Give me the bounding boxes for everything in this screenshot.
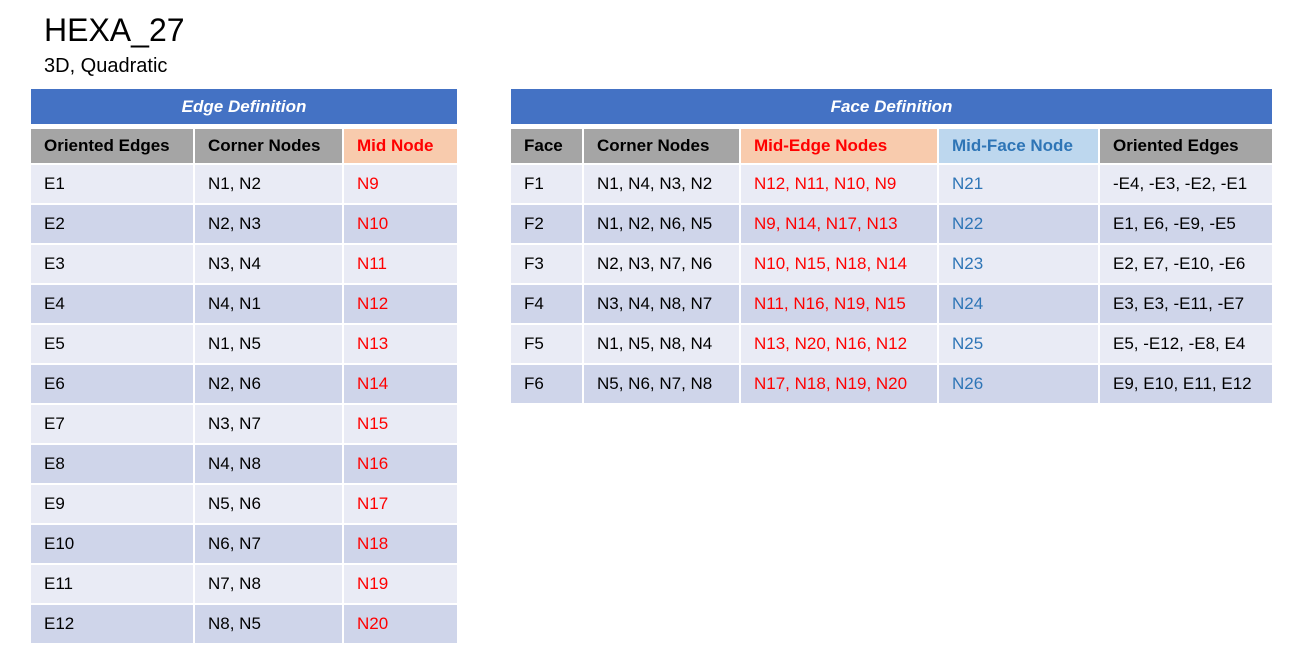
face-cell-mid-face-node: N21: [937, 163, 1098, 203]
edge-cell-corner-nodes: N7, N8: [193, 563, 342, 603]
table-row: [31, 403, 457, 443]
edge-cell-corner-nodes: N2, N3: [193, 203, 342, 243]
face-cell-corner-nodes: N2, N3, N7, N6: [582, 243, 739, 283]
face-header-face: Face: [511, 129, 582, 163]
face-cell-corner-nodes: N1, N5, N8, N4: [582, 323, 739, 363]
edge-cell-mid-node: N16: [342, 443, 457, 483]
face-header-corner-nodes: Corner Nodes: [582, 129, 739, 163]
face-cell-oriented-edges: E9, E10, E11, E12: [1098, 363, 1272, 403]
table-row: [31, 203, 457, 243]
face-header-mid-face-node: Mid-Face Node: [937, 129, 1098, 163]
edge-header-mid-node: Mid Node: [342, 129, 457, 163]
table-row: [31, 483, 457, 523]
edge-cell-mid-node: N11: [342, 243, 457, 283]
edge-cell-oriented-edge: E4: [31, 283, 193, 323]
edge-header-corner-nodes: Corner Nodes: [193, 129, 342, 163]
table-row: [511, 243, 1272, 283]
edge-cell-corner-nodes: N3, N7: [193, 403, 342, 443]
table-row: [31, 243, 457, 283]
edge-cell-mid-node: N15: [342, 403, 457, 443]
table-row: [511, 283, 1272, 323]
face-cell-mid-edge-nodes: N17, N18, N19, N20: [739, 363, 937, 403]
edge-cell-mid-node: N19: [342, 563, 457, 603]
face-cell-face: F3: [511, 243, 582, 283]
face-cell-mid-face-node: N23: [937, 243, 1098, 283]
face-cell-mid-edge-nodes: N12, N11, N10, N9: [739, 163, 937, 203]
table-row: [31, 283, 457, 323]
face-cell-mid-edge-nodes: N11, N16, N19, N15: [739, 283, 937, 323]
edge-cell-corner-nodes: N2, N6: [193, 363, 342, 403]
face-header-oriented-edges: Oriented Edges: [1098, 129, 1272, 163]
edge-cell-corner-nodes: N5, N6: [193, 483, 342, 523]
face-header-mid-edge-nodes: Mid-Edge Nodes: [739, 129, 937, 163]
edge-cell-corner-nodes: N4, N1: [193, 283, 342, 323]
table-row: [31, 363, 457, 403]
table-row: [31, 603, 457, 643]
face-cell-mid-face-node: N25: [937, 323, 1098, 363]
edge-cell-oriented-edge: E7: [31, 403, 193, 443]
face-cell-mid-edge-nodes: N10, N15, N18, N14: [739, 243, 937, 283]
table-row: [511, 323, 1272, 363]
edge-cell-oriented-edge: E1: [31, 163, 193, 203]
edge-cell-corner-nodes: N1, N5: [193, 323, 342, 363]
edge-cell-mid-node: N18: [342, 523, 457, 563]
edge-cell-oriented-edge: E10: [31, 523, 193, 563]
face-cell-corner-nodes: N1, N4, N3, N2: [582, 163, 739, 203]
edge-header-oriented-edges: Oriented Edges: [31, 129, 193, 163]
edge-cell-oriented-edge: E3: [31, 243, 193, 283]
face-definition-table: [511, 89, 1272, 403]
face-cell-corner-nodes: N1, N2, N6, N5: [582, 203, 739, 243]
face-cell-face: F4: [511, 283, 582, 323]
face-cell-mid-edge-nodes: N13, N20, N16, N12: [739, 323, 937, 363]
edge-cell-mid-node: N14: [342, 363, 457, 403]
face-cell-oriented-edges: E3, E3, -E11, -E7: [1098, 283, 1272, 323]
face-cell-corner-nodes: N3, N4, N8, N7: [582, 283, 739, 323]
table-row: [511, 363, 1272, 403]
edge-cell-oriented-edge: E2: [31, 203, 193, 243]
face-cell-oriented-edges: -E4, -E3, -E2, -E1: [1098, 163, 1272, 203]
table-row: [31, 163, 457, 203]
edge-cell-mid-node: N17: [342, 483, 457, 523]
face-cell-corner-nodes: N5, N6, N7, N8: [582, 363, 739, 403]
edge-cell-oriented-edge: E12: [31, 603, 193, 643]
face-cell-face: F5: [511, 323, 582, 363]
edge-cell-mid-node: N9: [342, 163, 457, 203]
table-row: [31, 563, 457, 603]
edge-cell-oriented-edge: E8: [31, 443, 193, 483]
edge-definition-table: [31, 89, 457, 643]
edge-cell-corner-nodes: N8, N5: [193, 603, 342, 643]
face-cell-face: F1: [511, 163, 582, 203]
edge-cell-oriented-edge: E5: [31, 323, 193, 363]
edge-cell-oriented-edge: E11: [31, 563, 193, 603]
table-row: [31, 323, 457, 363]
edge-cell-corner-nodes: N6, N7: [193, 523, 342, 563]
edge-cell-mid-node: N13: [342, 323, 457, 363]
face-cell-oriented-edges: E5, -E12, -E8, E4: [1098, 323, 1272, 363]
edge-cell-mid-node: N20: [342, 603, 457, 643]
table-row: [511, 163, 1272, 203]
face-cell-oriented-edges: E2, E7, -E10, -E6: [1098, 243, 1272, 283]
table-row: [31, 443, 457, 483]
face-cell-mid-face-node: N22: [937, 203, 1098, 243]
edge-cell-mid-node: N12: [342, 283, 457, 323]
edge-cell-corner-nodes: N1, N2: [193, 163, 342, 203]
face-cell-oriented-edges: E1, E6, -E9, -E5: [1098, 203, 1272, 243]
face-table-caption: Face Definition: [511, 89, 1272, 129]
edge-cell-oriented-edge: E9: [31, 483, 193, 523]
face-cell-mid-face-node: N26: [937, 363, 1098, 403]
edge-cell-oriented-edge: E6: [31, 363, 193, 403]
face-cell-face: F6: [511, 363, 582, 403]
table-row: [511, 203, 1272, 243]
page-title: HEXA_27: [44, 12, 185, 48]
face-cell-mid-face-node: N24: [937, 283, 1098, 323]
edge-table-caption: Edge Definition: [31, 89, 457, 129]
edge-cell-corner-nodes: N3, N4: [193, 243, 342, 283]
table-row: [31, 523, 457, 563]
face-cell-face: F2: [511, 203, 582, 243]
edge-cell-corner-nodes: N4, N8: [193, 443, 342, 483]
edge-cell-mid-node: N10: [342, 203, 457, 243]
face-cell-mid-edge-nodes: N9, N14, N17, N13: [739, 203, 937, 243]
page-subtitle: 3D, Quadratic: [44, 55, 168, 77]
